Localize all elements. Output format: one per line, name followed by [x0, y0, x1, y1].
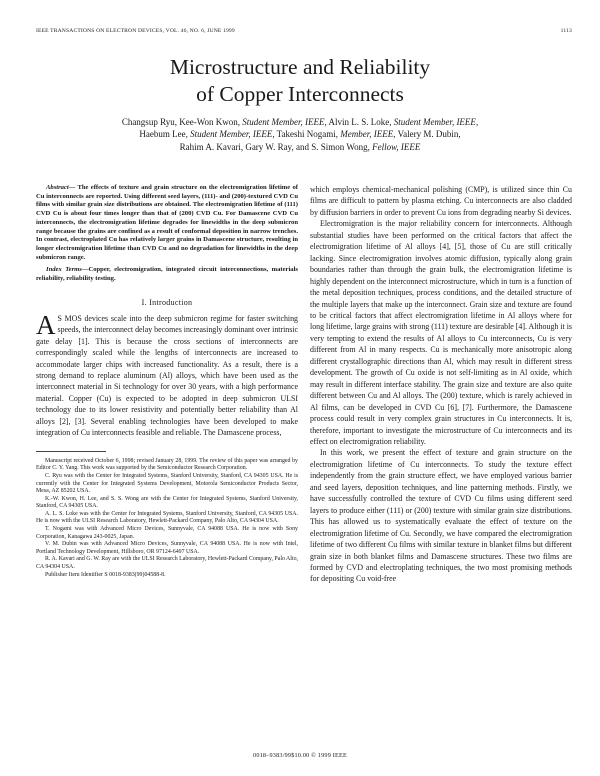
author-names: Rahim A. Kavari, Gary W. Ray, and S. Simon Wong, — [179, 141, 373, 152]
footnotes — [36, 458, 298, 580]
paper-title — [0, 54, 600, 108]
index-terms-lead: Index Terms — [46, 266, 82, 274]
title-line-2: of Copper Interconnects — [196, 82, 404, 106]
page-number: 1113 — [560, 28, 572, 34]
author-membership: Fellow, IEEE — [372, 141, 421, 152]
left-column — [36, 184, 298, 579]
footnote: Manuscript received October 6, 1998; revised January 28, 1999. The review of this paper was arranged by Editor C. Y. Yang. This work was supported by the Semiconductor Research Corporation. — [36, 457, 298, 472]
drop-cap: A — [36, 309, 56, 340]
body-paragraph: which employs chemical-mechanical polishing (CMP), is utilized since thin Cu films are difficult to pattern by plasma etching. Cu interconnects are also cladded by diffusion barriers in order to prevent Cu ions from degrading nearby Si devices. — [310, 185, 572, 217]
footnote: Publisher Item Identifier S 0018-9383(99)04588-8. — [45, 571, 166, 578]
abstract — [36, 184, 298, 262]
footnote: V. M. Dubin was with Advanced Micro Devices, Sunnyvale, CA 94088 USA. He is now with Intel, Portland Technology Development, Hillsboro, OR 97124-6497 USA. — [36, 541, 298, 555]
body-paragraph: Electromigration is the major reliability concern for interconnects. Although substantial studies have been performed on the critical factors that affect the electromigration lifetime of Al alloys [4], [5], those of Cu are still critically lacking. Since electromigration involves atomic diffusion, typically along grain boundaries rather than through the grain bulk, the electromigration lifetime is highly dependent on the interconnect microstructure, which in turn is a function of the metal deposition techniques, process conditions, and the detailed structure of the multiple layers that make up the interconnect. Grain size and texture are found to be critical factors that affect electromigration lifetime in Al alloys where for long lifetime, large grains with strong (111) texture are desirable [4]. Although it is very tempting to extend the results of Al alloys to Cu interconnects, Cu is very different from Al in many respects. Cu is mechanically more anisotropic along different crystallographic directions than Al, which may result in different stress development. The growth of Cu oxide is not self-limiting as in Al oxide, which may result in different interface stability. The grain size and texture are also quite different between Cu and Al alloys. The (200) texture, which is rarely achieved in Al films, can be developed in CVD Cu [6], [7]. Furthermore, the Damascene process could result in very complex grain structures in Cu interconnects. It is, therefore, important to investigate the microstructure of Cu interconnects and its effect on electromigration reliability. — [310, 219, 572, 446]
footnote: R. A. Kavari and G. W. Ray are with the ULSI Research Laboratory, Hewlett-Packard Company, Palo Alto, CA 94304 USA. — [36, 556, 298, 571]
author-names: , Valery M. Dubin, — [393, 129, 461, 140]
section-heading-introduction: I. Introduction — [141, 297, 193, 307]
journal-citation: IEEE TRANSACTIONS ON ELECTRON DEVICES, VOL. 46, NO. 6, JUNE 1999 — [36, 28, 235, 34]
footnote-rule — [36, 451, 106, 452]
author-list — [0, 116, 600, 153]
intro-paragraph — [36, 309, 298, 439]
running-head — [36, 28, 572, 38]
author-line-1 — [0, 116, 600, 128]
author-names: , Alvin L. S. Loke, — [324, 117, 394, 127]
footnote: C. Ryu was with the Center for Integrated Systems, Stanford University, Stanford, CA 94305 USA. He is currently with the Center for Integrated Systems Development, Motorola Semiconductor Products Sector, Mesa, AZ 85202 USA. — [36, 472, 298, 495]
right-column — [310, 184, 572, 585]
title-line-1: Microstructure and Reliability — [169, 55, 431, 79]
author-membership: Student Member, IEEE — [242, 117, 325, 127]
index-terms-text: —Copper, electromigration, integrated circuit interconnections, materials reliability, reliability testing. — [36, 266, 298, 283]
author-punctuation: , — [475, 117, 479, 127]
abstract-lead: Abstract— — [46, 184, 76, 191]
author-membership: Student Member, IEEE — [190, 129, 273, 140]
footnote: K.-W. Kwon, H. Lee, and S. S. Wong are with the Center for Integrated Systems, Stanford University, Stanford, CA 94305 USA. — [36, 495, 298, 510]
author-membership: Member, IEEE — [340, 129, 394, 140]
abstract-text: The effects of texture and grain structure on the electromigration lifetime of Cu interconnects are reported. Using different seed layers, (111)- and (200)-textured CVD Cu films with similar grain size distributions are obtained. The electromigration lifetime of (111) CVD Cu is about four times longer than that of (200) CVD Cu. For Damascene CVD Cu interconnects, the electromigration lifetime degrades for linewidths in the deep submicron range because the grains are confined as a result of conformal deposition in narrow trenches. In contrast, electroplated Cu has relatively larger grains in Damascene structure, resulting in longer electromigration lifetime than CVD Cu and no degradation for linewidths in the deep submicron range. — [36, 184, 298, 261]
footnote: T. Nogami was with Advanced Micro Devices, Sunnyvale, CA 94088 USA. He is now with Sony Corporation, Kanagawa 243-0025, Japan. — [36, 526, 298, 540]
intro-paragraph-text: S MOS devices scale into the deep submicron regime for faster switching speeds, the interconnect delay becomes increasingly dominant over intrinsic gate delay [1]. This is because the cross sections of interconnects are correspondingly scaled while the lengths of interconnects are increased to accommodate larger chips with increased functionality. As a result, there is a strong demand to replace aluminum (Al) alloys, which have been used as the interconnect material in Si technology for over 30 years, with a high performance material. Copper (Cu) is expected to be adopted in deep submicron ULSI technology due to its lower resistivity and potentially better reliability than Al alloys [2], [3]. Several enabling technologies have been developed to make integration of Cu interconnects feasible and reliable. The Damascene process, — [36, 313, 298, 438]
author-line-2 — [0, 128, 600, 140]
body-paragraph: In this work, we present the effect of texture and grain structure on the electromigration lifetime of Cu interconnects. To study the texture effect independently from the grain structure effect, we have employed various barrier and seed layers, deposition techniques, and line patterning methods. Firstly, we have successfully controlled the texture of CVD Cu films using different seed layers to produce either (111) or (200) texture with similar grain size distributions. This has allowed us to systematically evaluate the effect of texture on the electromigration lifetime of Cu. Secondly, we have compared the electromigration lifetime of two different Cu films with similar texture in blanket films but different grain size in both blanket films and Damascene structures. These two films are formed by CVD and electroplating techniques, the two most promising methods for depositing Cu void-free — [310, 448, 572, 584]
author-line-3 — [0, 141, 600, 153]
author-names: Changsup Ryu, Kee-Won Kwon, — [121, 117, 243, 127]
author-names: , Takeshi Nogami, — [272, 129, 341, 140]
index-terms — [36, 266, 298, 283]
author-membership: Student Member, IEEE — [393, 117, 476, 127]
copyright-line: 0018–9383/99$10.00 © 1999 IEEE — [253, 752, 347, 759]
author-names: Haebum Lee, — [139, 129, 191, 140]
footnote: A. L. S. Loke was with the Center for Integrated Systems, Stanford University, Stanford, CA 94305 USA. He is now with the ULSI Research Laboratory, Hewlett-Packard Company, Palo Alto, CA 94304 USA. — [36, 510, 298, 525]
